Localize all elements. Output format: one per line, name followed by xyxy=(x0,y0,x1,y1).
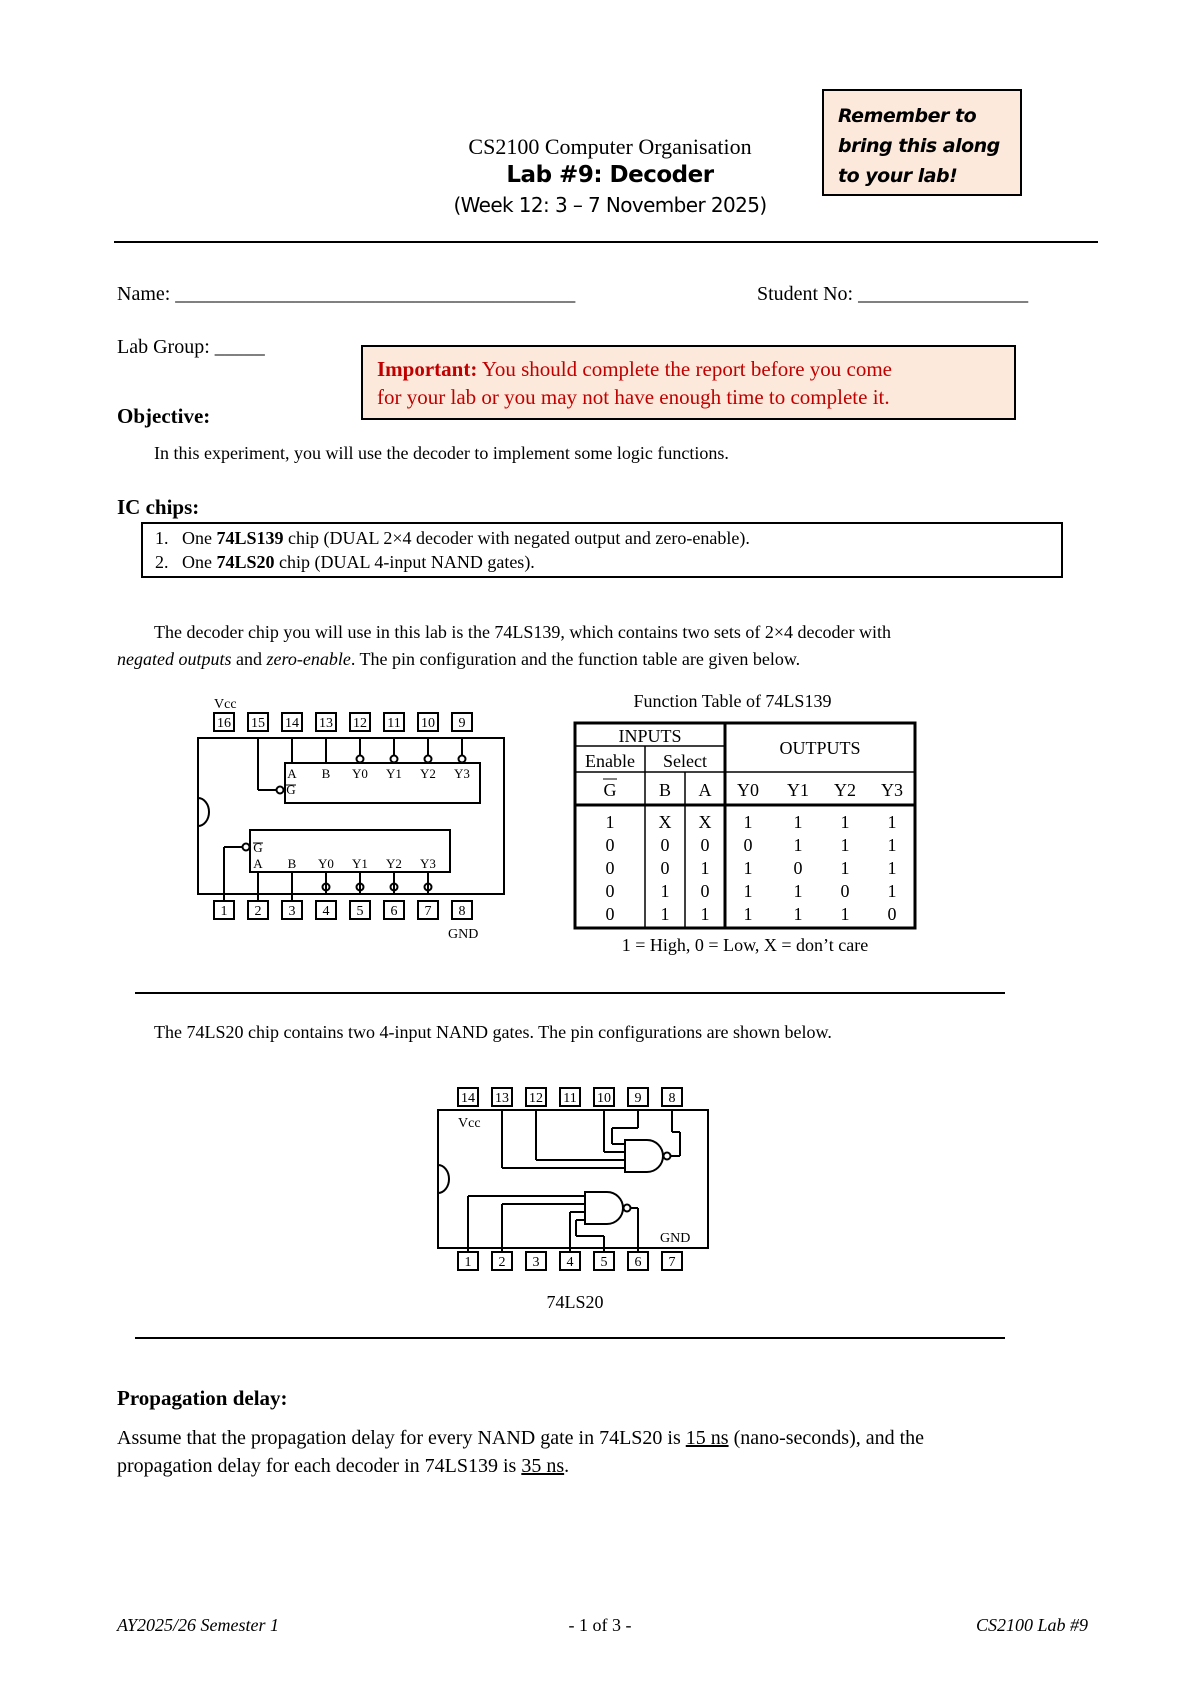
pin-label: 7 xyxy=(668,1255,676,1270)
footer-right: CS2100 Lab #9 xyxy=(975,1615,1088,1635)
table-cell: 1 xyxy=(700,904,710,924)
reminder-box xyxy=(822,89,1022,196)
table-cell: 0 xyxy=(605,835,615,855)
important-note xyxy=(361,345,1016,420)
function-table-title: Function Table of 74LS139 xyxy=(633,691,832,711)
pin-label: 3 xyxy=(288,904,296,919)
table-col-header: G xyxy=(603,780,617,800)
pin-label: 16 xyxy=(217,716,231,731)
table-cell: 0 xyxy=(700,881,710,901)
table-cell: 0 xyxy=(605,904,615,924)
table-cell: 1 xyxy=(840,812,850,832)
pin-label: 10 xyxy=(421,716,435,731)
table-cell: 0 xyxy=(840,881,850,901)
table-cell: 1 xyxy=(793,812,803,832)
decoder-pin-label: A xyxy=(253,856,263,871)
pin-label: 4 xyxy=(322,904,330,919)
table-cell: 1 xyxy=(700,858,710,878)
table-cell: 1 xyxy=(660,881,670,901)
name-field[interactable]: Name: ________________________________________ xyxy=(117,283,576,305)
chip-74ls20-diagram xyxy=(430,1082,720,1282)
propagation-line1: Assume that the propagation delay for every NAND gate in 74LS20 is 15 ns (nano-seconds), and the xyxy=(117,1427,925,1449)
pin-label: 7 xyxy=(424,904,432,919)
header-rule xyxy=(114,241,1098,243)
section-rule xyxy=(135,1337,1005,1339)
list-item: 2. One 74LS20 chip (DUAL 4-input NAND gates). xyxy=(155,552,535,572)
table-cell: X xyxy=(698,812,712,832)
decoder-pin-label: B xyxy=(321,766,331,781)
pin-label: 11 xyxy=(387,716,401,731)
important-text-2: for your lab or you may not have enough time to complete it. xyxy=(377,385,890,409)
student-no-field[interactable]: Student No: _________________ xyxy=(757,283,1029,305)
nand-intro: The 74LS20 chip contains two 4-input NAND gates. The pin configurations are shown below. xyxy=(154,1022,832,1042)
pin-label: 3 xyxy=(532,1255,540,1270)
table-cell: 1 xyxy=(743,858,753,878)
table-cell: 0 xyxy=(660,835,670,855)
table-cell: 1 xyxy=(743,812,753,832)
pin-label: 15 xyxy=(251,716,265,731)
pin-label: 11 xyxy=(563,1091,577,1106)
table-cell: 0 xyxy=(605,881,615,901)
decoder-pin-label: Y2 xyxy=(420,766,436,781)
table-header-select: Select xyxy=(663,751,707,771)
decoder-box-top xyxy=(285,763,480,803)
pin-label: 9 xyxy=(458,716,466,731)
pin-label: 5 xyxy=(356,904,364,919)
pin-label: 13 xyxy=(319,716,333,731)
propagation-heading: Propagation delay: xyxy=(117,1386,288,1410)
chip-body xyxy=(198,738,504,894)
table-cell: 1 xyxy=(793,904,803,924)
ic-chips-heading: IC chips: xyxy=(117,495,200,519)
table-cell: 1 xyxy=(887,858,897,878)
table-header-outputs: OUTPUTS xyxy=(779,738,861,758)
table-header-enable: Enable xyxy=(585,751,635,771)
table-cell: 0 xyxy=(700,835,710,855)
pin-label: 12 xyxy=(353,716,367,731)
decoder-pin-label: Y0 xyxy=(352,766,368,781)
pin-label: 14 xyxy=(461,1091,475,1106)
chip-notch xyxy=(198,798,209,826)
important-text-1: You should complete the report before you come xyxy=(481,357,892,381)
pin-label: 8 xyxy=(458,904,466,919)
pin-label: 1 xyxy=(220,904,228,919)
pin-label: 6 xyxy=(634,1255,642,1270)
decoder-pin-label: Y0 xyxy=(318,856,334,871)
table-cell: 1 xyxy=(887,835,897,855)
table-cell: 1 xyxy=(840,904,850,924)
pin-label: 2 xyxy=(254,904,262,919)
reminder-line: bring this along xyxy=(838,135,1000,157)
table-col-header: Y2 xyxy=(834,780,856,800)
table-cell: 0 xyxy=(660,858,670,878)
pin-label: 5 xyxy=(600,1255,608,1270)
table-legend: 1 = High, 0 = Low, X = don’t care xyxy=(621,935,869,955)
table-cell: 1 xyxy=(793,881,803,901)
pin-label: 8 xyxy=(668,1091,676,1106)
table-col-header: Y3 xyxy=(881,780,903,800)
table-cell: 1 xyxy=(605,812,615,832)
table-col-header: Y1 xyxy=(787,780,809,800)
decoder-enable-label: G xyxy=(253,840,263,855)
ic-chips-list xyxy=(141,522,1063,578)
table-header-inputs: INPUTS xyxy=(618,726,682,746)
table-cell: 1 xyxy=(840,835,850,855)
table-col-header: B xyxy=(658,780,672,800)
pin-label: 12 xyxy=(529,1091,543,1106)
function-table xyxy=(570,718,920,963)
table-cell: 0 xyxy=(887,904,897,924)
decoder-pin-label: Y1 xyxy=(386,766,402,781)
propagation-line2: propagation delay for each decoder in 74LS139 is 35 ns. xyxy=(117,1455,570,1477)
pin-label: 13 xyxy=(495,1091,509,1106)
objective-text: In this experiment, you will use the decoder to implement some logic functions. xyxy=(154,443,729,463)
chip-74ls20-caption: 74LS20 xyxy=(546,1292,604,1312)
lab-group-field[interactable]: Lab Group: _____ xyxy=(117,336,265,358)
table-cell: 1 xyxy=(743,904,753,924)
decoder-intro-line2: negated outputs and zero-enable. The pin configuration and the function table are given below. xyxy=(117,649,801,669)
table-cell: 0 xyxy=(605,858,615,878)
gnd-label: GND xyxy=(660,1231,691,1246)
important-label: Important: xyxy=(377,357,478,381)
footer-left: AY2025/26 Semester 1 xyxy=(117,1615,279,1635)
decoder-pin-label: B xyxy=(287,856,297,871)
reminder-line: to your lab! xyxy=(838,165,958,187)
table-cell: 0 xyxy=(793,858,803,878)
vcc-label: Vcc xyxy=(214,697,237,712)
lab-title: Lab #9: Decoder xyxy=(506,162,714,188)
gnd-label: GND xyxy=(448,927,479,942)
chip-74ls139-diagram xyxy=(190,690,520,960)
pin-label: 2 xyxy=(498,1255,506,1270)
table-cell: X xyxy=(658,812,672,832)
footer-page-number: - 1 of 3 - xyxy=(568,1615,632,1635)
table-cell: 0 xyxy=(743,835,753,855)
reminder-line: Remember to xyxy=(838,105,977,127)
pin-label: 10 xyxy=(597,1091,611,1106)
objective-heading: Objective: xyxy=(117,404,211,428)
table-cell: 1 xyxy=(660,904,670,924)
pin-label: 14 xyxy=(285,716,299,731)
pin-label: 1 xyxy=(464,1255,472,1270)
course-title: CS2100 Computer Organisation xyxy=(468,134,752,159)
chip-notch xyxy=(438,1165,449,1193)
table-cell: 1 xyxy=(840,858,850,878)
decoder-pin-label: A xyxy=(287,766,297,781)
decoder-enable-label: G xyxy=(286,782,296,797)
pin-label: 9 xyxy=(634,1091,642,1106)
table-body xyxy=(606,812,897,924)
list-item: 1. One 74LS139 chip (DUAL 2×4 decoder with negated output and zero-enable). xyxy=(155,528,750,548)
lab-week: (Week 12: 3 – 7 November 2025) xyxy=(453,193,767,217)
pin-label: 4 xyxy=(566,1255,574,1270)
decoder-pin-label: Y3 xyxy=(454,766,470,781)
vcc-label: Vcc xyxy=(458,1116,481,1131)
decoder-intro-line1: The decoder chip you will use in this lab is the 74LS139, which contains two sets of 2×4 decoder with xyxy=(154,622,892,642)
table-cell: 1 xyxy=(887,881,897,901)
table-col-header: A xyxy=(698,780,712,800)
table-cell: 1 xyxy=(887,812,897,832)
section-rule xyxy=(135,992,1005,994)
table-col-header: Y0 xyxy=(737,780,759,800)
pin-label: 6 xyxy=(390,904,398,919)
table-cell: 1 xyxy=(743,881,753,901)
decoder-pin-label: Y2 xyxy=(386,856,402,871)
decoder-pin-label: Y3 xyxy=(420,856,436,871)
table-cell: 1 xyxy=(793,835,803,855)
decoder-pin-label: Y1 xyxy=(352,856,368,871)
